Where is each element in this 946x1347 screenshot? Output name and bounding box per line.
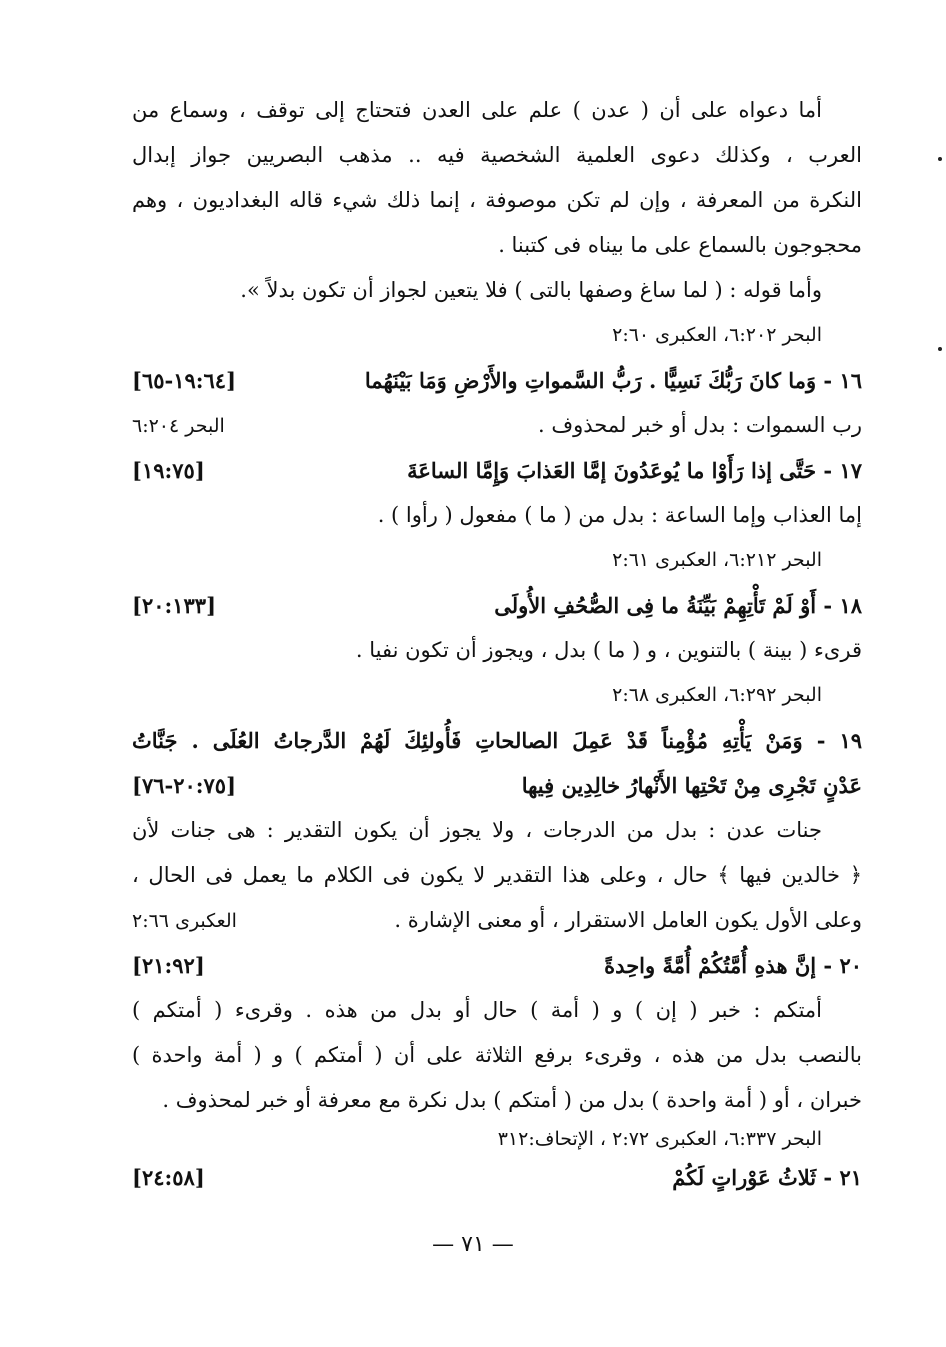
- verse-text: ٢٠ - إنَّ هذهِ أُمَّتُكُمْ أُمَّةً واحِدةً: [604, 953, 862, 978]
- note-text: ﴿ خالدين فيها ﴾ حال ، وعلى هذا التقدير لا يكون فى الكلام ما يعمل فى الحال ،: [132, 863, 862, 887]
- source-reference: البحر ٦:٣٣٧، العكبرى ٢:٧٢ ، الإتحاف:٣١٢: [497, 1128, 822, 1150]
- paragraph-line: العرب ، وكذلك دعوى العلمية الشخصية فيه .. مذهب البصريين جواز إبدال: [132, 143, 862, 167]
- verse-reference: [١٩:٦٤-٦٥]: [132, 368, 237, 393]
- source-reference: البحر ٦:٢٠٤: [132, 415, 225, 437]
- verse-17: [132, 448, 862, 493]
- page-body: [132, 88, 862, 1200]
- source-reference: البحر ٦:٢٩٢، العكبرى ٢:٦٨: [612, 684, 822, 706]
- verse-18: [132, 583, 862, 628]
- note-text: جنات عدن : بدل من الدرجات ، ولا يجوز أن يكون التقدير : هى جنات لأن: [132, 818, 822, 842]
- verse-reference: [٢٠:١٣٣]: [132, 593, 217, 618]
- note-text: قرىء ( بينة ) بالتنوين ، و ( ما ) بدل ، ويجوز أن تكون نفيا .: [355, 638, 862, 662]
- verse-19-line-1: ١٩ - وَمَنْ يَأْتِهِ مُؤْمِناً قَدْ عَمِلَ الصالحاتِ فَأُولئِكَ لَهُمْ الدَّرجاتُ العُلَى . جَنَّاتُ: [132, 728, 862, 753]
- verse-text: ١٧ - حَتَّى إذا رَأَوْا ما يُوعَدُونَ إمَّا العَذابَ وَإِمَّا الساعَةَ: [407, 458, 862, 483]
- verse-text: عَدْنٍ تَجْرِى مِنْ تَحْتِها الأَنْهارُ خالِدِين فِيها: [521, 773, 862, 798]
- note-text: وعلى الأول يكون العامل الاستقرار ، أو معنى الإشارة .: [394, 908, 862, 932]
- source-reference: البحر ٦:٢٠٢، العكبرى ٢:٦٠: [612, 324, 822, 346]
- verse-text: ١٨ - أَوْ لَمْ تَأْتِهِمْ بَيِّنَةُ ما فِى الصُّحُفِ الأُولَى: [494, 593, 862, 618]
- paragraph-line: النكرة من المعرفة ، وإن لم تكن موصوفة ، إنما ذلك شيء قاله البغداديون ، وهم: [132, 188, 862, 212]
- note-16: [132, 403, 862, 448]
- margin-dot: [938, 347, 942, 351]
- margin-dot: [938, 157, 942, 161]
- verse-20: [132, 943, 862, 988]
- verse-reference: [٢٠:٧٥-٧٦]: [132, 773, 237, 798]
- paragraph-line: محجوجون بالسماع على ما بيناه فى كتبنا .: [498, 233, 862, 257]
- note-19-last: [132, 898, 862, 943]
- verse-text: ٢١ - ثَلاثُ عَوْراتٍ لَكُمْ: [672, 1165, 862, 1190]
- verse-reference: [١٩:٧٥]: [132, 458, 205, 483]
- note-text: إما العذاب وإما الساعة : بدل من ( ما ) مفعول ( رأوا ) .: [377, 503, 862, 527]
- verse-text: ١٦ - وَما كانَ رَبُّكَ نَسِيًّا . رَبُّ السَّمواتِ والأَرْضِ وَمَا بَيْنَهُما: [364, 368, 862, 393]
- verse-19-line-2: [132, 763, 862, 808]
- verse-16: [132, 358, 862, 403]
- note-text: بالنصب بدل من هذه ، وقرىء برفع الثلاثة على أن ( أمتكم ) و ( أمة واحدة ): [132, 1043, 862, 1067]
- page-number: — ٧١ —: [432, 1232, 514, 1257]
- source-reference: العكبرى ٢:٦٦: [132, 910, 237, 932]
- note-text: أمتكم : خبر ( إن ) و ( أمة ) حال أو بدل من هذه . وقرىء ( أمتكم ): [132, 998, 822, 1022]
- verse-reference: [٢١:٩٢]: [132, 953, 205, 978]
- source-reference: البحر ٦:٢١٢، العكبرى ٢:٦١: [612, 549, 822, 571]
- paragraph-line: أما دعواه على أن ( عدن ) علم على العدن فتحتاج إلى توقف ، وسماع من: [132, 98, 822, 122]
- note-text: خبران ، أو ( أمة واحدة ) بدل من ( أمتكم ) بدل نكرة مع معرفة أو خبر لمحذوف .: [162, 1088, 862, 1112]
- verse-reference: [٢٤:٥٨]: [132, 1165, 205, 1190]
- verse-21: [132, 1155, 862, 1200]
- paragraph-line: وأما قوله : ( لما ساغ وصفها بالتى ) فلا يتعين لجواز أن تكون بدلاً ».: [240, 278, 822, 302]
- note-text: رب السموات : بدل أو خبر لمحذوف .: [538, 413, 862, 437]
